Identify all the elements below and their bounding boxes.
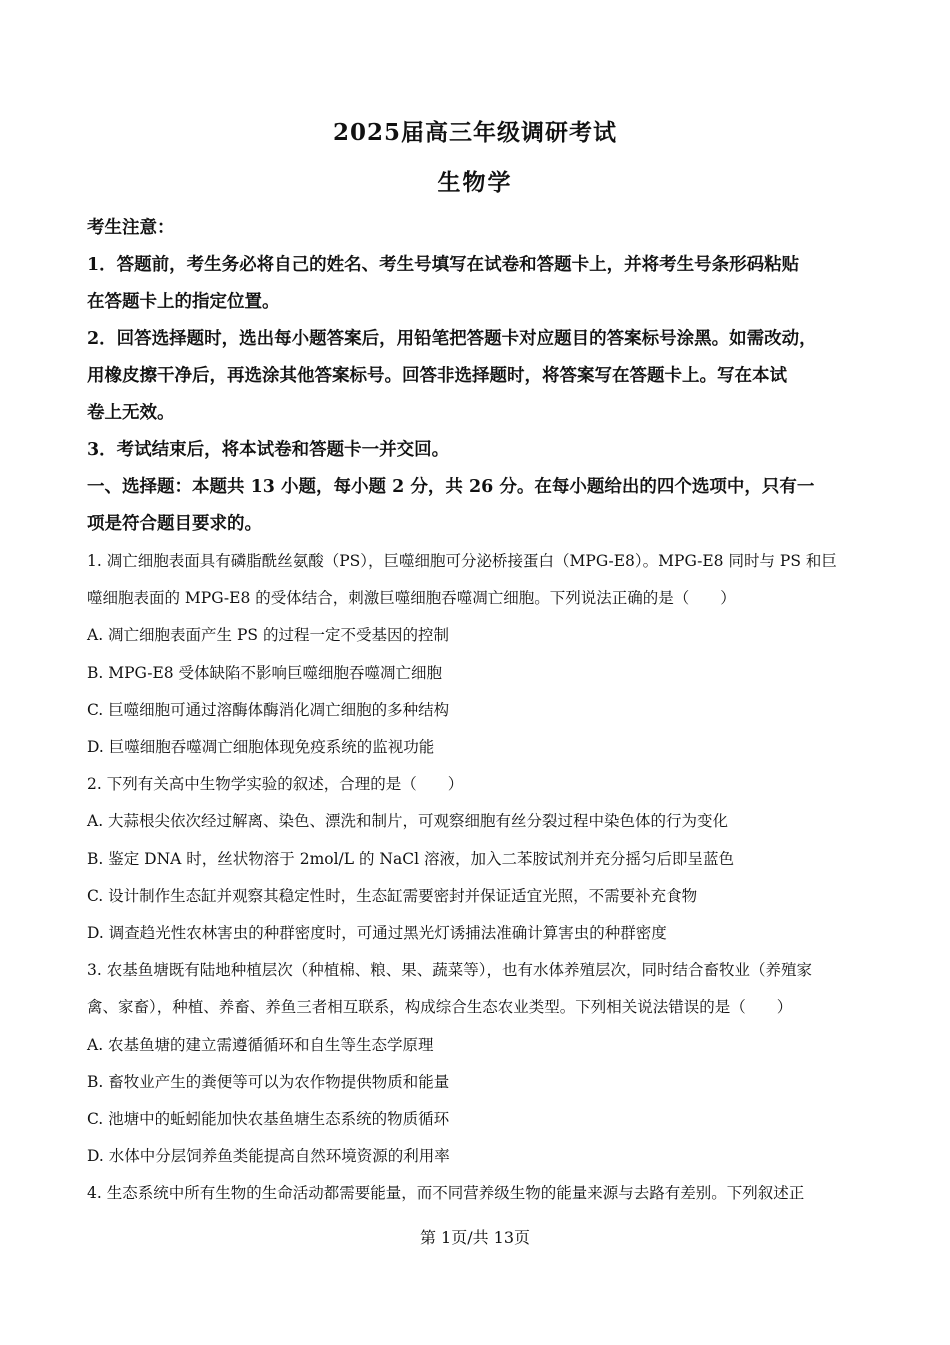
option-c: C. 巨噬细胞可通过溶酶体酶消化凋亡细胞的多种结构 bbox=[87, 700, 450, 719]
option-a: A. 凋亡细胞表面产生 PS 的过程一定不受基因的控制 bbox=[87, 626, 449, 645]
subject-title: 生物学 bbox=[437, 169, 513, 196]
exam-title: 2025届高三年级调研考试 bbox=[332, 119, 617, 146]
page-number: 第 1页/共 13页 bbox=[419, 1228, 531, 1247]
question-stem: 2. 下列有关高中生物学实验的叙述，合理的是（ ） bbox=[87, 775, 464, 794]
option-b: B. 鉴定 DNA 时，丝状物溶于 2mol/L 的 NaCl 溶液，加入二苯胺试剂并充分摇匀后即呈蓝色 bbox=[87, 849, 734, 868]
question-block bbox=[87, 543, 877, 1213]
option-a: A. 农基鱼塘的建立需遵循循环和自生等生态学原理 bbox=[87, 1035, 434, 1054]
notice-line: 用橡皮擦干净后，再选涂其他答案标号。回答非选择题时，将答案写在答题卡上。写在本试 bbox=[87, 366, 787, 386]
option-d: D. 水体中分层饲养鱼类能提高自然环境资源的利用率 bbox=[87, 1147, 450, 1166]
option-b: B. MPG-E8 受体缺陷不影响巨噬细胞吞噬凋亡细胞 bbox=[87, 663, 443, 682]
question-stem: 禽、家畜），种植、养畜、养鱼三者相互联系，构成综合生态农业类型。下列相关说法错误的是（ ） bbox=[87, 998, 793, 1017]
option-b: B. 畜牧业产生的粪便等可以为农作物提供物质和能量 bbox=[87, 1072, 450, 1091]
notice-line: 1．答题前，考生务必将自己的姓名、考生号填写在试卷和答题卡上，并将考生号条形码粘贴 bbox=[87, 255, 800, 275]
option-c: C. 设计制作生态缸并观察其稳定性时，生态缸需要密封并保证适宜光照，不需要补充食物 bbox=[87, 886, 698, 905]
notice-line: 卷上无效。 bbox=[87, 403, 175, 423]
option-a: A. 大蒜根尖依次经过解离、染色、漂洗和制片，可观察细胞有丝分裂过程中染色体的行为变化 bbox=[87, 812, 729, 831]
question-stem: 1. 凋亡细胞表面具有磷脂酰丝氨酸（PS），巨噬细胞可分泌桥接蛋白（MPG-E8）。MPG-E8 同时与 PS 和巨 bbox=[87, 552, 837, 570]
notice-line: 3．考试结束后，将本试卷和答题卡一并交回。 bbox=[87, 440, 450, 460]
option-d: D. 巨噬细胞吞噬凋亡细胞体现免疫系统的监视功能 bbox=[87, 738, 435, 757]
notice-block bbox=[87, 210, 877, 543]
notice-line: 2．回答选择题时，选出每小题答案后，用铅笔把答题卡对应题目的答案标号涂黑。如需改动， bbox=[87, 329, 817, 349]
notice-line: 在答题卡上的指定位置。 bbox=[87, 292, 280, 312]
notice-heading: 考生注意： bbox=[87, 218, 175, 238]
option-d: D. 调查趋光性农林害虫的种群密度时，可通过黑光灯诱捕法准确计算害虫的种群密度 bbox=[87, 924, 667, 943]
section-heading: 项是符合题目要求的。 bbox=[87, 514, 262, 534]
question-stem: 4. 生态系统中所有生物的生命活动都需要能量，而不同营养级生物的能量来源与去路有差别。下列叙述正 bbox=[87, 1184, 805, 1203]
question-stem: 噬细胞表面的 MPG-E8 的受体结合，刺激巨噬细胞吞噬凋亡细胞。下列说法正确的是（ ） bbox=[87, 589, 736, 608]
option-c: C. 池塘中的蚯蚓能加快农基鱼塘生态系统的物质循环 bbox=[87, 1110, 450, 1129]
question-stem: 3. 农基鱼塘既有陆地种植层次（种植棉、粮、果、蔬菜等），也有水体养殖层次，同时结合畜牧业（养殖家 bbox=[87, 961, 812, 980]
section-heading: 一、选择题：本题共 13 小题，每小题 2 分，共 26 分。在每小题给出的四个选项中，只有一 bbox=[87, 477, 815, 497]
